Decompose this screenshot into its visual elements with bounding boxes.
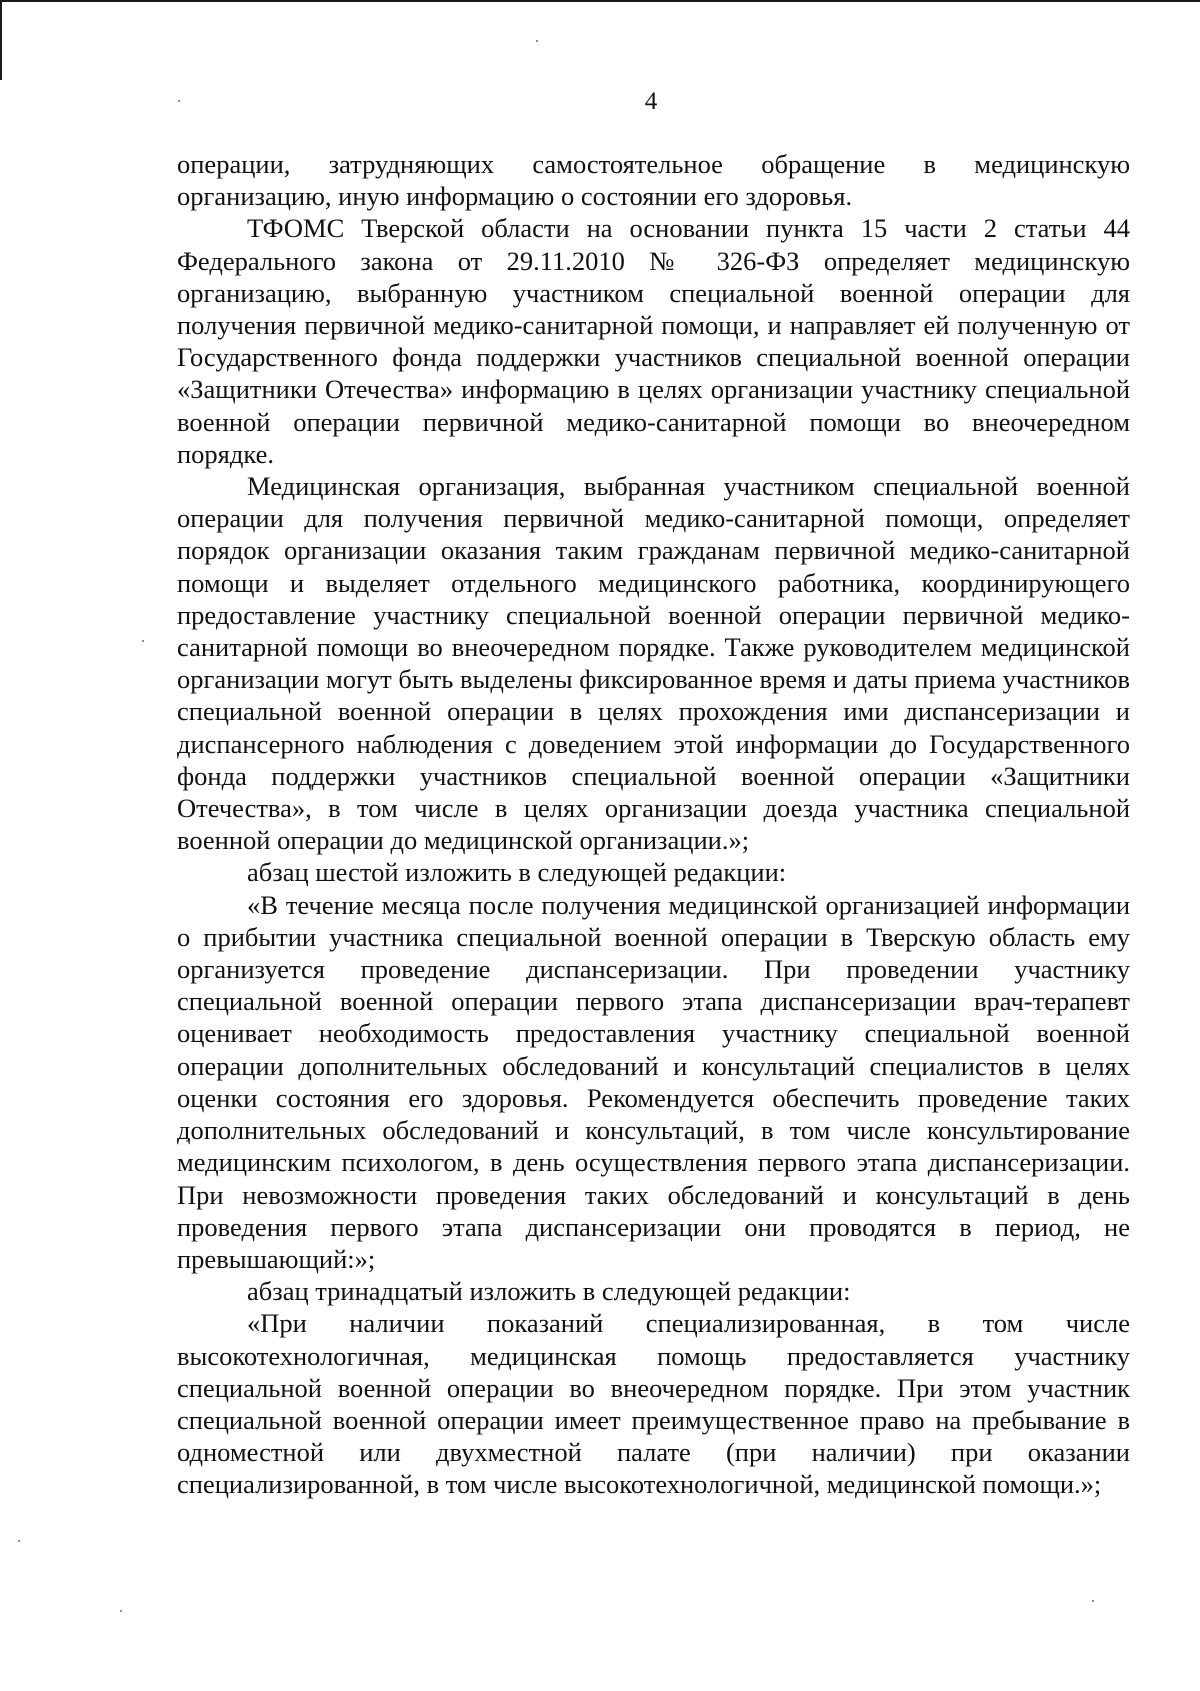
- paragraph: абзац тринадцатый изложить в следующей редакции:: [247, 1276, 851, 1307]
- scan-edge-top: [0, 0, 1200, 2]
- scan-speck: [536, 40, 538, 42]
- paragraph: Медицинская организация, выбранная участником специальной военной операции для получения первичной медико-санитарной помощи, определяет порядок организации оказания таким гражданам первичной медико-санитарной помощи и выделяет отдельного медицинского работника, координирующего предоставление участнику специальной военной операции первичной медико-санитарной помощи во внеочередном порядке. Также руководителем медицинской организации могут быть выделены фиксированное время и даты приема участников специальной военной операции в целях прохождения ими диспансеризации и диспансерного наблюдения с доведением этой информации до Государственного фонда поддержки участников специальной военной операции «Защитники Отечества», в том числе в целях организации доезда участника специальной военной операции до медицинской организации.»;: [177, 471, 1130, 856]
- scan-edge-left: [0, 0, 2, 80]
- page-number: 4: [644, 88, 658, 115]
- document-body: [177, 148, 1130, 1501]
- paragraph: операции, затрудняющих самостоятельное обращение в медицинскую организацию, иную информацию о состоянии его здоровья.: [177, 149, 1130, 212]
- scan-speck: [18, 1540, 20, 1542]
- paragraph: «В течение месяца после получения медицинской организацией информации о прибытии участника специальной военной операции в Тверскую область ему организуется проведение диспансеризации. При проведении участнику специальной военной операции первого этапа диспансеризации врач-терапевт оценивает необходимость предоставления участнику специальной военной операции дополнительных обследований и консультаций специалистов в целях оценки состояния его здоровья. Рекомендуется обеспечить проведение таких дополнительных обследований и консультаций, в том числе консультирование медицинским психологом, в день осуществления первого этапа диспансеризации. При невозможности проведения таких обследований и консультаций в день проведения первого этапа диспансеризации они проводятся в период, не превышающий:»;: [177, 889, 1130, 1274]
- paragraph: абзац шестой изложить в следующей редакции:: [247, 857, 787, 888]
- scan-speck: [142, 640, 144, 642]
- scan-speck: [120, 1610, 122, 1612]
- paragraph: ТФОМС Тверской области на основании пункта 15 части 2 статьи 44 Федерального закона от 29.11.2010 № 326-ФЗ определяет медицинскую организацию, выбранную участником специальной военной операции для получения первичной медико-санитарной помощи, и направляет ей полученную от Государственного фонда поддержки участников специальной военной операции «Защитники Отечества» информацию в целях организации участнику специальной военной операции первичной медико-санитарной помощи во внеочередном порядке.: [177, 213, 1130, 469]
- scan-speck: [1092, 1600, 1094, 1602]
- paragraph: «При наличии показаний специализированная, в том числе высокотехнологичная, медицинская помощь предоставляется участнику специальной военной операции во внеочередном порядке. При этом участник специальной военной операции имеет преимущественное право на пребывание в одноместной или двухместной палате (при наличии) при оказании специализированной, в том числе высокотехнологичной, медицинской помощи.»;: [177, 1308, 1130, 1500]
